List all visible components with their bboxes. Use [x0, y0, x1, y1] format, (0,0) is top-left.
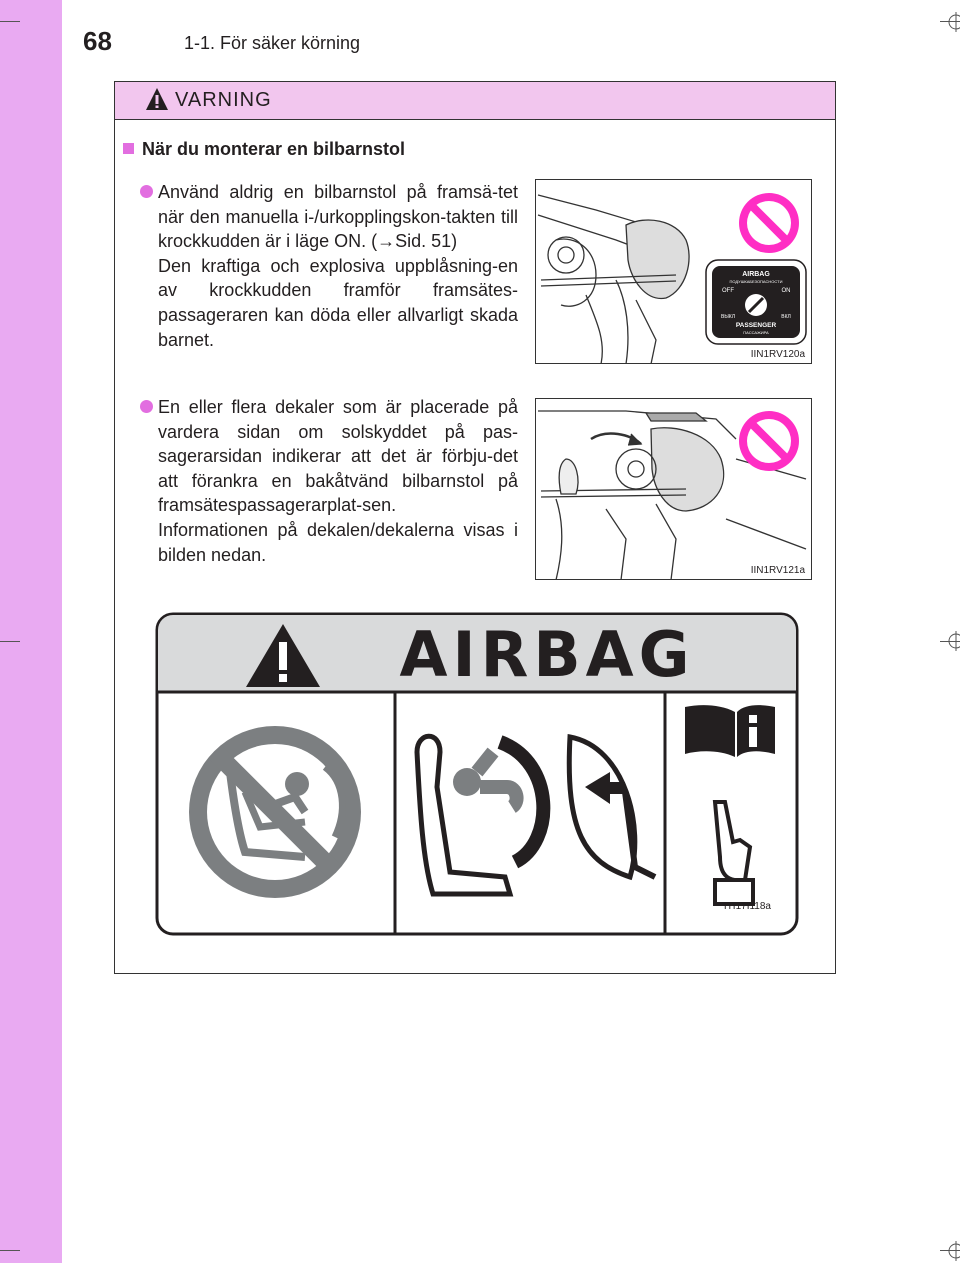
car-interior-illustration — [536, 180, 812, 364]
warning-box — [114, 81, 836, 974]
switch-passenger-ru-label: ПАССАЖИРА — [743, 330, 769, 335]
page-number: 68 — [83, 26, 112, 56]
bullet-paragraph: Använd aldrig en bilbarnstol på framsä-tet när den manuella i-/urkopplingskon-takten till krockkudden är i läge ON. (→Sid. 51) — [158, 182, 518, 252]
figure-code: IIN1RV121a — [750, 565, 805, 576]
switch-on-ru-label: ВКЛ — [781, 314, 791, 320]
warning-title: VARNING — [175, 89, 272, 111]
switch-airbag-label: AIRBAG — [742, 271, 770, 278]
warning-triangle-icon — [145, 87, 169, 111]
no-rear-facing-seat-icon — [189, 726, 361, 898]
switch-passenger-label: PASSENGER — [735, 322, 777, 329]
airbag-warning-label — [155, 612, 799, 936]
crop-mark — [0, 1250, 20, 1251]
registration-mark-icon — [942, 12, 960, 32]
registration-mark-icon — [942, 1241, 960, 1261]
switch-off-label: OFF — [722, 288, 734, 294]
bullet-paragraph: Informationen på dekalen/dekalerna visas i bilden nedan. — [158, 519, 518, 565]
subheading-text: När du monterar en bilbarnstol — [142, 139, 406, 159]
figure-airbag-switch — [535, 179, 812, 364]
bullet-paragraph: En eller flera dekaler som är placerade på vardera sidan om solskyddet på pas-sagerarsidan indikerar att det är förbju-det att förankra en bakåtvänd bilbarnstol på framsätespassagerarplat-sen. — [158, 397, 518, 516]
registration-mark-icon — [942, 631, 960, 651]
bullet-item — [140, 180, 518, 352]
bullet-dot-icon — [140, 400, 153, 413]
airbag-title: AIRBAG — [399, 618, 695, 691]
bullet-item — [140, 395, 518, 567]
switch-off-ru-label: ВЫКЛ — [721, 314, 735, 320]
crop-mark — [0, 21, 20, 22]
warning-header — [115, 82, 835, 120]
label-code: ITI17I118a — [723, 901, 771, 912]
bullet-paragraph: Den kraftiga och explosiva uppblåsning-en av krockkudden framför framsätes-passageraren kan döda eller allvarligt skada barnet. — [158, 255, 518, 350]
section-title: 1-1. För säker körning — [184, 33, 361, 53]
page-sidebar — [0, 0, 62, 1263]
bullet-dot-icon — [140, 185, 153, 198]
switch-airbag-ru-label: ПОДУШКАБЕЗОПАСНОСТИ — [729, 279, 783, 284]
car-interior-illustration — [536, 399, 812, 580]
switch-on-label: ON — [781, 288, 791, 294]
square-bullet-icon — [123, 143, 134, 154]
airbag-label-illustration — [155, 612, 799, 936]
figure-code: IIN1RV120a — [750, 349, 805, 360]
subheading — [123, 139, 405, 160]
crop-mark — [0, 641, 20, 642]
figure-sun-visor-label — [535, 398, 812, 580]
